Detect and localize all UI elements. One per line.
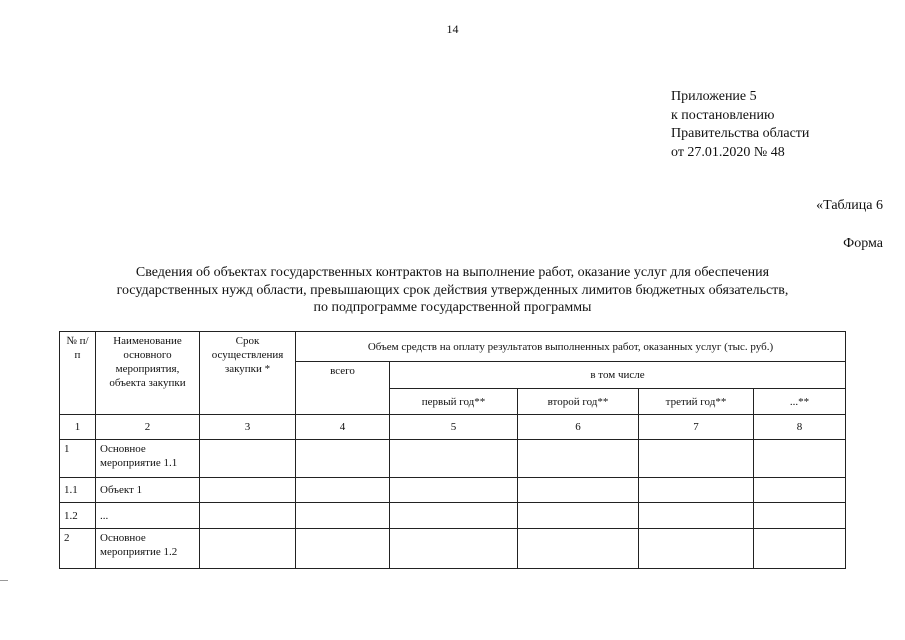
header-including: в том числе bbox=[390, 362, 846, 389]
empty-cell bbox=[200, 440, 296, 478]
row-num: 1.1 bbox=[60, 478, 96, 503]
table-row bbox=[60, 440, 846, 478]
row-name: Основное мероприятие 1.1 bbox=[96, 440, 200, 478]
table-row bbox=[60, 478, 846, 503]
title-line-2: государственных нужд области, превышающих срок действия утвержденных лимитов бюджетных обязательств, bbox=[116, 282, 789, 298]
header-name: Наименование основного мероприятия, объекта закупки bbox=[96, 332, 200, 415]
header-year-3: третий год** bbox=[639, 389, 754, 415]
empty-cell bbox=[296, 440, 390, 478]
header-term: Срок осуществления закупки * bbox=[200, 332, 296, 415]
document-title bbox=[0, 264, 905, 317]
empty-cell bbox=[296, 478, 390, 503]
page-number: 14 bbox=[446, 22, 459, 36]
empty-cell bbox=[754, 503, 846, 529]
empty-cell bbox=[390, 440, 518, 478]
empty-cell bbox=[200, 503, 296, 529]
empty-cell bbox=[200, 529, 296, 569]
header-year-1: первый год** bbox=[390, 389, 518, 415]
empty-cell bbox=[754, 478, 846, 503]
margin-mark bbox=[0, 580, 8, 581]
empty-cell bbox=[754, 529, 846, 569]
form-label: Форма bbox=[843, 236, 883, 251]
empty-cell bbox=[518, 529, 639, 569]
row-num: 2 bbox=[60, 529, 96, 569]
empty-cell bbox=[390, 529, 518, 569]
empty-cell bbox=[754, 440, 846, 478]
empty-cell bbox=[518, 503, 639, 529]
appendix-line-1: Приложение 5 bbox=[671, 89, 757, 104]
title-line-1: Сведения об объектах государственных контрактов на выполнение работ, оказание услуг для обеспечения bbox=[135, 265, 770, 280]
column-number: 1 bbox=[60, 415, 96, 440]
row-num: 1 bbox=[60, 440, 96, 478]
table-row bbox=[60, 529, 846, 569]
empty-cell bbox=[200, 478, 296, 503]
empty-cell bbox=[518, 440, 639, 478]
header-year-2: второй год** bbox=[518, 389, 639, 415]
appendix-block bbox=[671, 88, 809, 162]
column-number-row bbox=[60, 415, 846, 440]
header-total: всего bbox=[296, 362, 390, 415]
empty-cell bbox=[639, 478, 754, 503]
table-caption: «Таблица 6 bbox=[816, 198, 883, 213]
empty-cell bbox=[390, 478, 518, 503]
row-name: ... bbox=[96, 503, 200, 529]
header-num: № п/п bbox=[60, 332, 96, 415]
empty-cell bbox=[639, 440, 754, 478]
column-number: 8 bbox=[754, 415, 846, 440]
appendix-line-4: от 27.01.2020 № 48 bbox=[671, 144, 785, 160]
empty-cell bbox=[390, 503, 518, 529]
column-number: 2 bbox=[96, 415, 200, 440]
column-number: 7 bbox=[639, 415, 754, 440]
row-name: Основное мероприятие 1.2 bbox=[96, 529, 200, 569]
table-row bbox=[60, 503, 846, 529]
empty-cell bbox=[639, 529, 754, 569]
empty-cell bbox=[296, 529, 390, 569]
column-number: 3 bbox=[200, 415, 296, 440]
column-number: 5 bbox=[390, 415, 518, 440]
header-more: ...** bbox=[754, 389, 846, 415]
column-number: 4 bbox=[296, 415, 390, 440]
title-line-3: по подпрограмме государственной программы bbox=[313, 300, 592, 315]
empty-cell bbox=[639, 503, 754, 529]
row-name: Объект 1 bbox=[96, 478, 200, 503]
header-volume: Объем средств на оплату результатов выполненных работ, оказанных услуг (тыс. руб.) bbox=[296, 332, 846, 362]
empty-cell bbox=[518, 478, 639, 503]
contracts-table bbox=[59, 331, 846, 569]
empty-cell bbox=[296, 503, 390, 529]
row-num: 1.2 bbox=[60, 503, 96, 529]
appendix-line-2: к постановлению bbox=[671, 107, 775, 123]
column-number: 6 bbox=[518, 415, 639, 440]
appendix-line-3: Правительства области bbox=[671, 126, 810, 141]
